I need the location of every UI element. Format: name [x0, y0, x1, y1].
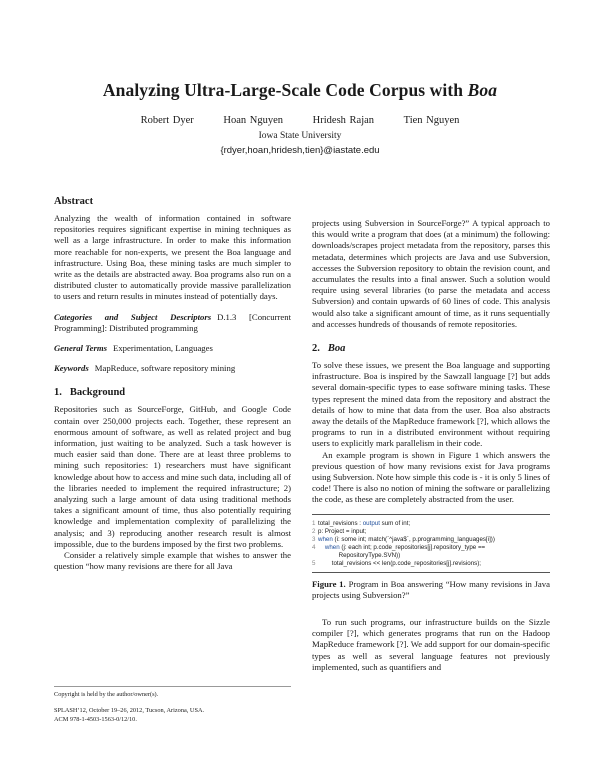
code-line: 5 total_revisions << len(p.code_repositories[j].revisions); — [312, 559, 482, 567]
general-terms: General Terms Experimentation, Languages — [54, 343, 213, 354]
affiliation: Iowa State University — [258, 131, 342, 141]
left-column — [54, 195, 291, 572]
code-listing — [312, 514, 550, 573]
code-line: 3 when (i: some int; match(`^java$`, p.programming_languages[i])) — [312, 535, 495, 543]
background-paragraph: Consider a relatively simple example that wishes to answer the question “how many revisions are there for all Java — [54, 550, 291, 572]
figure-caption: Figure 1. Program in Boa answering “How many revisions in Java projects using Subversion?” — [312, 578, 550, 600]
author-name: Hridesh Rajan — [312, 115, 375, 126]
code-line: 4 when (j: each int; p.code_repositories[j].repository_type == — [312, 543, 486, 551]
right-column — [312, 218, 550, 673]
copyright-notice: Copyright is held by the author/owner(s). SPLASH’12, October 19–26, 2012, Tucson, Arizona, USA. ACM 978-1-4503-1563-0/12/10. — [54, 686, 291, 724]
paper-title: Analyzing Ultra-Large-Scale Code Corpus with Boa — [102, 80, 498, 100]
author-list — [0, 115, 600, 126]
infrastructure-paragraph: To run such programs, our infrastructure builds on the Sizzle compiler [?], which generates programs that run on the Hadoop MapReduce framework [?]. We add support for our domain-specific types as well as several language features not previously implemented, such as quantifiers and — [312, 617, 550, 672]
boa-paragraph: To solve these issues, we present the Boa language and supporting infrastructure. Boa is inspired by the Sawzall language [?] but adds several domain-specific types to ease software mining tasks. These types represent the mined data from the repository and abstract the details of how to mine that data from the user. Boa also abstracts away the details of the MapReduce framework [?], which allows the programs to run in a distributed environment without requiring users to explicitly mark parallelism in their code. — [312, 360, 550, 449]
abstract-text: Analyzing the wealth of information contained in software repositories requires significant expertise in mining techniques as well as a large infrastructure. In order to make this information more reachable for non-experts, we present the Boa language and infrastructure. Using Boa, these mining tasks are much simpler to write as the details are abstracted away. Boa programs also run on a distributed cluster to automatically provide massive parallelization to users and return results in minutes instead of potentially days. — [54, 213, 291, 302]
keywords: Keywords MapReduce, software repository mining — [54, 363, 236, 374]
abstract-heading: Abstract — [54, 196, 94, 207]
code-line: RepositoryType.SVN)) — [318, 551, 401, 559]
code-line: 2 p: Project = input; — [312, 527, 367, 535]
categories: Categories and Subject Descriptors D.1.3 [Concurrent Programming]: Distributed programming — [54, 311, 291, 333]
boa-paragraph: An example program is shown in Figure 1 which answers the previous question of how many revisions exist for Java programs using Subversion. Note how simple this code is - it is only 5 lines of code! There is also no notion of mining the software or parallelizing the code, as these are completely abstracted from the user. — [312, 449, 550, 505]
author-name: Robert Dyer — [140, 115, 194, 126]
code-line: 1 total_revisions : output sum of int; — [312, 519, 411, 527]
author-name: Tien Nguyen — [403, 115, 460, 126]
background-paragraph: Repositories such as SourceForge, GitHub, and Google Code contain over 250,000 projects each. Together, these represent an enormous amount of software, as well as related project and bug information, just waiting to be analyzed. Such a task however is much easier said than done. There are at least three problems to mining such repositories: 1) researchers must have significant knowledge about how to access and mine such data, including all of the libraries needed to implement the required infrastructure; 2) analyzing such a large amount of data using traditional methods takes a significant amount of time, thus also potentially requiring knowledge and implementation complexity of parallelizing the analysis; and 3) reproducing another research result is almost impossible, due to the burdens imposed by the first two problems. — [54, 404, 291, 549]
intro-continuation: projects using Subversion in SourceForge?” A typical approach to this would write a program that does (at a minimum) the following: downloads/scrapes project metadata from the repository, parses this metadata, determines which projects are Java and use Subversion, accesses the Subversion repository to obtain the revision count, and accumulates the results into a final answer. Such a solution would require using several libraries (to parse the metadata and access Subversion) and contain upwards of 60 lines of code. This analysis would also take a significant amount of time, as it runs sequentially and accesses hundreds of thousands of remote repositories. — [312, 218, 550, 329]
author-name: Hoan Nguyen — [223, 115, 284, 126]
boa-heading: 2. Boa — [312, 343, 346, 355]
background-heading: 1. Background — [54, 387, 126, 399]
author-emails: {rdyer,hoan,hridesh,tien}@iastate.edu — [220, 145, 380, 156]
